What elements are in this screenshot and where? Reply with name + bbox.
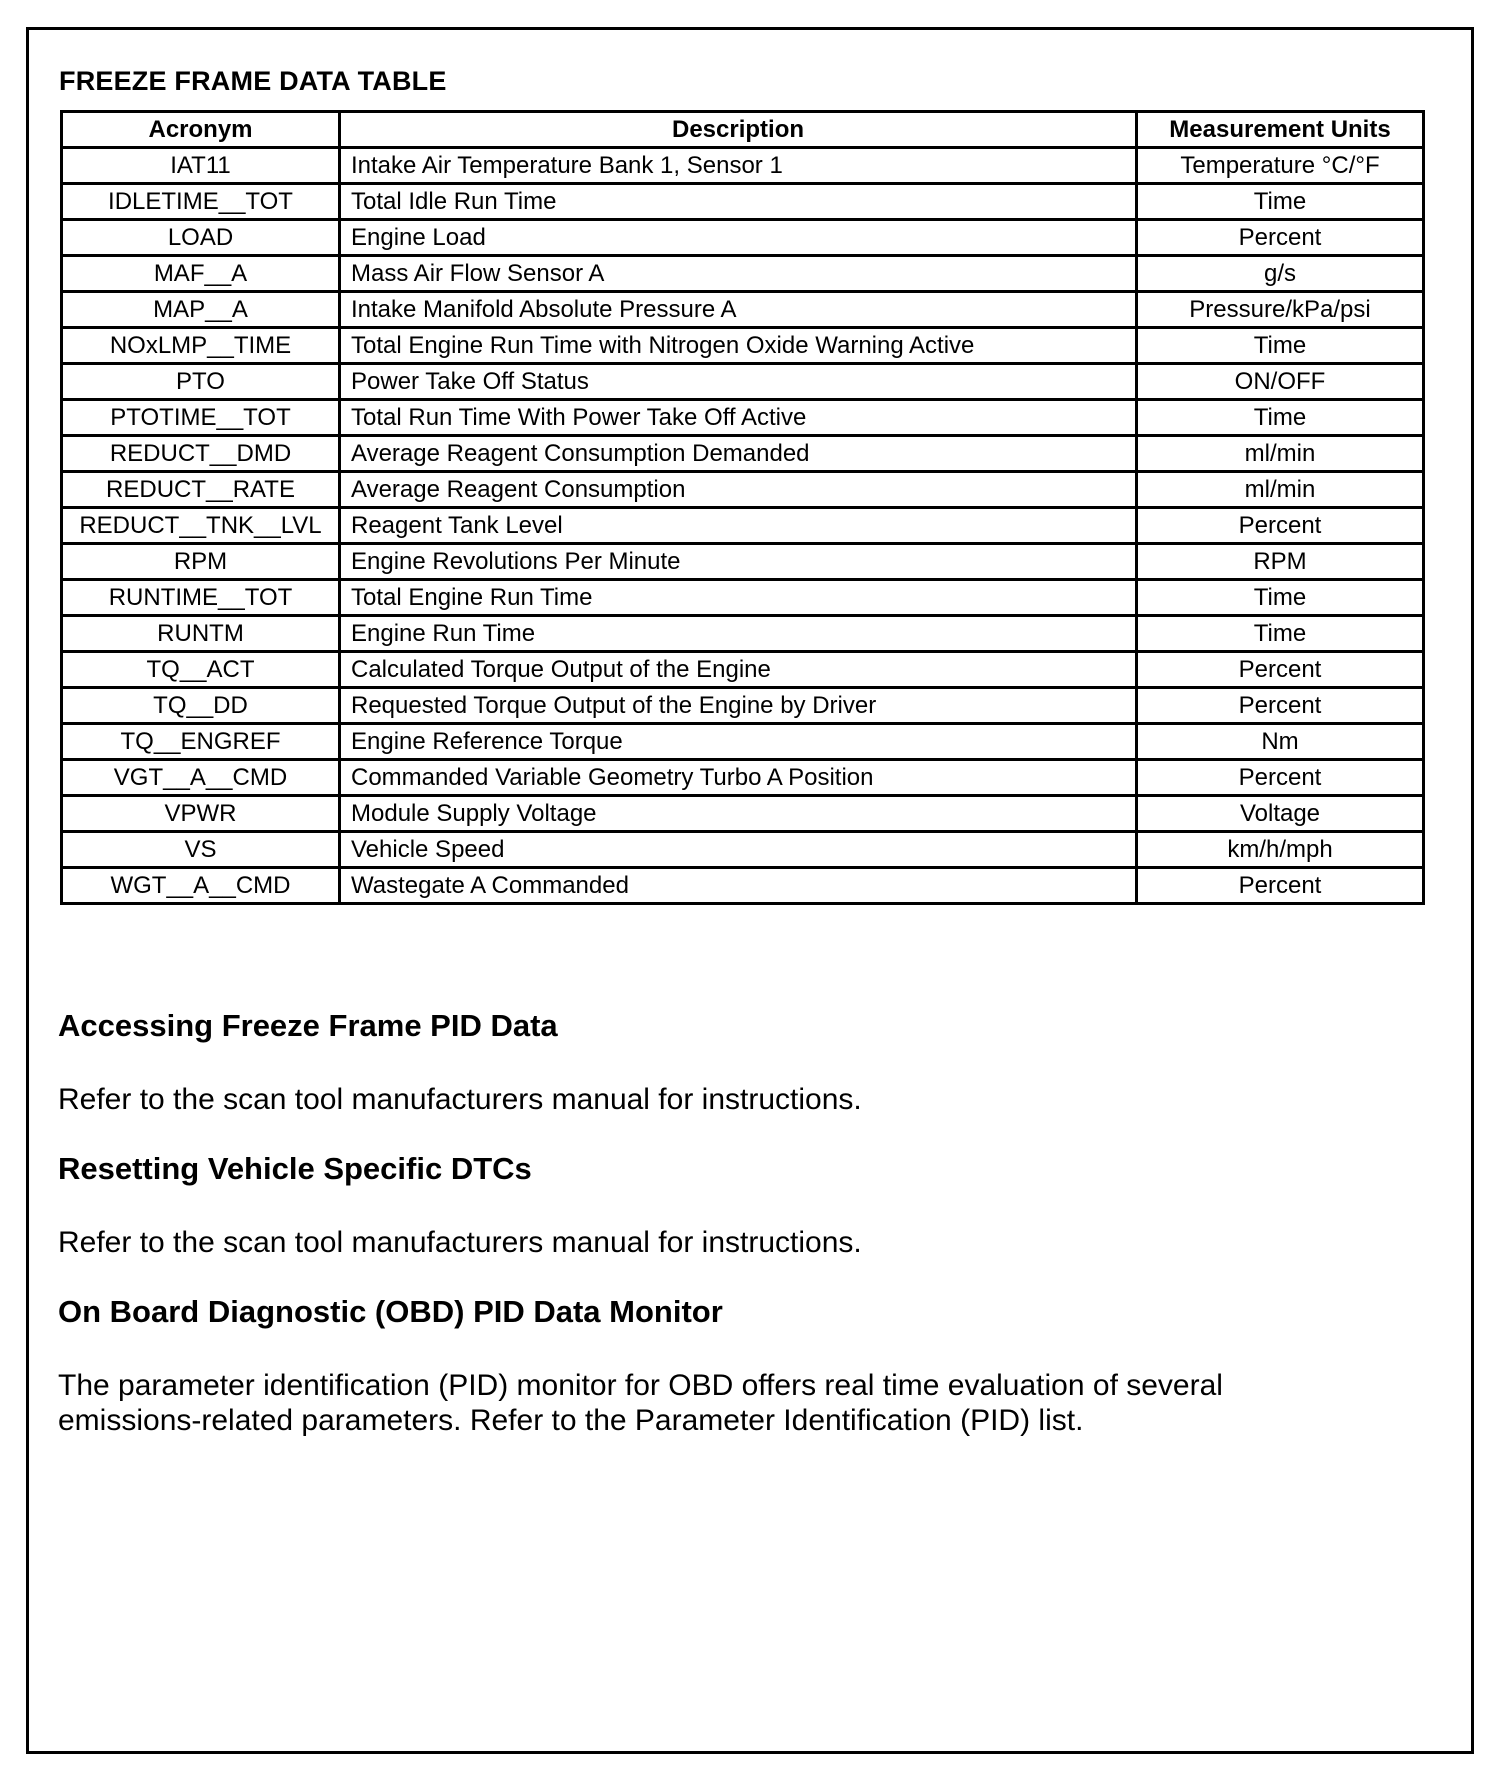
table-row (62, 508, 1424, 544)
table-row (62, 652, 1424, 688)
table-row (62, 220, 1424, 256)
table-row (62, 400, 1424, 436)
cell-units: RPM (1137, 544, 1424, 580)
table-row (62, 868, 1424, 904)
table-row (62, 184, 1424, 220)
cell-acronym: WGT__A__CMD (62, 868, 340, 904)
cell-units: Temperature °C/°F (1137, 148, 1424, 184)
cell-acronym: TQ__ENGREF (62, 724, 340, 760)
cell-acronym: PTOTIME__TOT (62, 400, 340, 436)
cell-description: Requested Torque Output of the Engine by Driver (340, 688, 1137, 724)
section-body-obd-pid-monitor (58, 1368, 1438, 1438)
table-row (62, 616, 1424, 652)
cell-units: Percent (1137, 652, 1424, 688)
cell-description: Total Engine Run Time with Nitrogen Oxide Warning Active (340, 328, 1137, 364)
cell-units: Percent (1137, 868, 1424, 904)
cell-acronym: IDLETIME__TOT (62, 184, 340, 220)
cell-description: Engine Load (340, 220, 1137, 256)
cell-units: Time (1137, 400, 1424, 436)
header-units: Measurement Units (1137, 112, 1424, 148)
cell-description: Power Take Off Status (340, 364, 1137, 400)
cell-units: ON/OFF (1137, 364, 1424, 400)
cell-units: Time (1137, 616, 1424, 652)
section-heading-resetting-dtcs: Resetting Vehicle Specific DTCs (58, 1151, 532, 1186)
cell-description: Module Supply Voltage (340, 796, 1137, 832)
cell-acronym: VS (62, 832, 340, 868)
cell-description: Commanded Variable Geometry Turbo A Position (340, 760, 1137, 796)
cell-acronym: TQ__ACT (62, 652, 340, 688)
cell-description: Calculated Torque Output of the Engine (340, 652, 1137, 688)
cell-acronym: RUNTM (62, 616, 340, 652)
cell-units: km/h/mph (1137, 832, 1424, 868)
cell-units: ml/min (1137, 472, 1424, 508)
cell-units: Time (1137, 328, 1424, 364)
cell-acronym: TQ__DD (62, 688, 340, 724)
table-row (62, 148, 1424, 184)
cell-acronym: PTO (62, 364, 340, 400)
cell-acronym: REDUCT__DMD (62, 436, 340, 472)
cell-units: ml/min (1137, 436, 1424, 472)
cell-units: Pressure/kPa/psi (1137, 292, 1424, 328)
cell-acronym: VGT__A__CMD (62, 760, 340, 796)
cell-acronym: RUNTIME__TOT (62, 580, 340, 616)
cell-description: Engine Revolutions Per Minute (340, 544, 1137, 580)
cell-description: Engine Run Time (340, 616, 1137, 652)
cell-acronym: LOAD (62, 220, 340, 256)
cell-units: g/s (1137, 256, 1424, 292)
section-body-line: The parameter identification (PID) monitor for OBD offers real time evaluation of several (58, 1369, 1223, 1402)
table-row (62, 760, 1424, 796)
table-row (62, 256, 1424, 292)
table-body (62, 148, 1424, 904)
table-row (62, 724, 1424, 760)
cell-acronym: IAT11 (62, 148, 340, 184)
cell-description: Intake Manifold Absolute Pressure A (340, 292, 1137, 328)
cell-acronym: MAP__A (62, 292, 340, 328)
table-title: FREEZE FRAME DATA TABLE (59, 66, 447, 96)
table-row (62, 436, 1424, 472)
table-row (62, 832, 1424, 868)
section-heading-obd-pid-monitor: On Board Diagnostic (OBD) PID Data Monitor (58, 1294, 723, 1329)
section-body-accessing-freeze-frame: Refer to the scan tool manufacturers manual for instructions. (58, 1083, 862, 1116)
cell-units: Time (1137, 184, 1424, 220)
section-body-line: emissions-related parameters. Refer to the Parameter Identification (PID) list. (58, 1404, 1084, 1437)
table-row (62, 580, 1424, 616)
cell-description: Intake Air Temperature Bank 1, Sensor 1 (340, 148, 1137, 184)
cell-units: Percent (1137, 508, 1424, 544)
cell-description: Total Run Time With Power Take Off Active (340, 400, 1137, 436)
cell-units: Voltage (1137, 796, 1424, 832)
table-header-row (62, 112, 1424, 148)
section-heading-accessing-freeze-frame: Accessing Freeze Frame PID Data (58, 1008, 558, 1043)
table-row (62, 472, 1424, 508)
cell-units: Time (1137, 580, 1424, 616)
cell-acronym: MAF__A (62, 256, 340, 292)
cell-units: Percent (1137, 760, 1424, 796)
cell-acronym: REDUCT__TNK__LVL (62, 508, 340, 544)
cell-description: Total Engine Run Time (340, 580, 1137, 616)
freeze-frame-data-table (60, 110, 1425, 905)
cell-description: Reagent Tank Level (340, 508, 1137, 544)
table-row (62, 544, 1424, 580)
cell-units: Nm (1137, 724, 1424, 760)
cell-acronym: NOxLMP__TIME (62, 328, 340, 364)
table-row (62, 796, 1424, 832)
cell-description: Average Reagent Consumption (340, 472, 1137, 508)
cell-acronym: RPM (62, 544, 340, 580)
cell-description: Average Reagent Consumption Demanded (340, 436, 1137, 472)
cell-description: Wastegate A Commanded (340, 868, 1137, 904)
cell-description: Vehicle Speed (340, 832, 1137, 868)
cell-description: Mass Air Flow Sensor A (340, 256, 1137, 292)
table-row (62, 292, 1424, 328)
header-acronym: Acronym (62, 112, 340, 148)
cell-acronym: REDUCT__RATE (62, 472, 340, 508)
header-description: Description (340, 112, 1137, 148)
cell-units: Percent (1137, 220, 1424, 256)
section-body-resetting-dtcs: Refer to the scan tool manufacturers manual for instructions. (58, 1226, 862, 1259)
cell-description: Total Idle Run Time (340, 184, 1137, 220)
table-row (62, 328, 1424, 364)
cell-acronym: VPWR (62, 796, 340, 832)
table-row (62, 364, 1424, 400)
cell-description: Engine Reference Torque (340, 724, 1137, 760)
table-row (62, 688, 1424, 724)
cell-units: Percent (1137, 688, 1424, 724)
